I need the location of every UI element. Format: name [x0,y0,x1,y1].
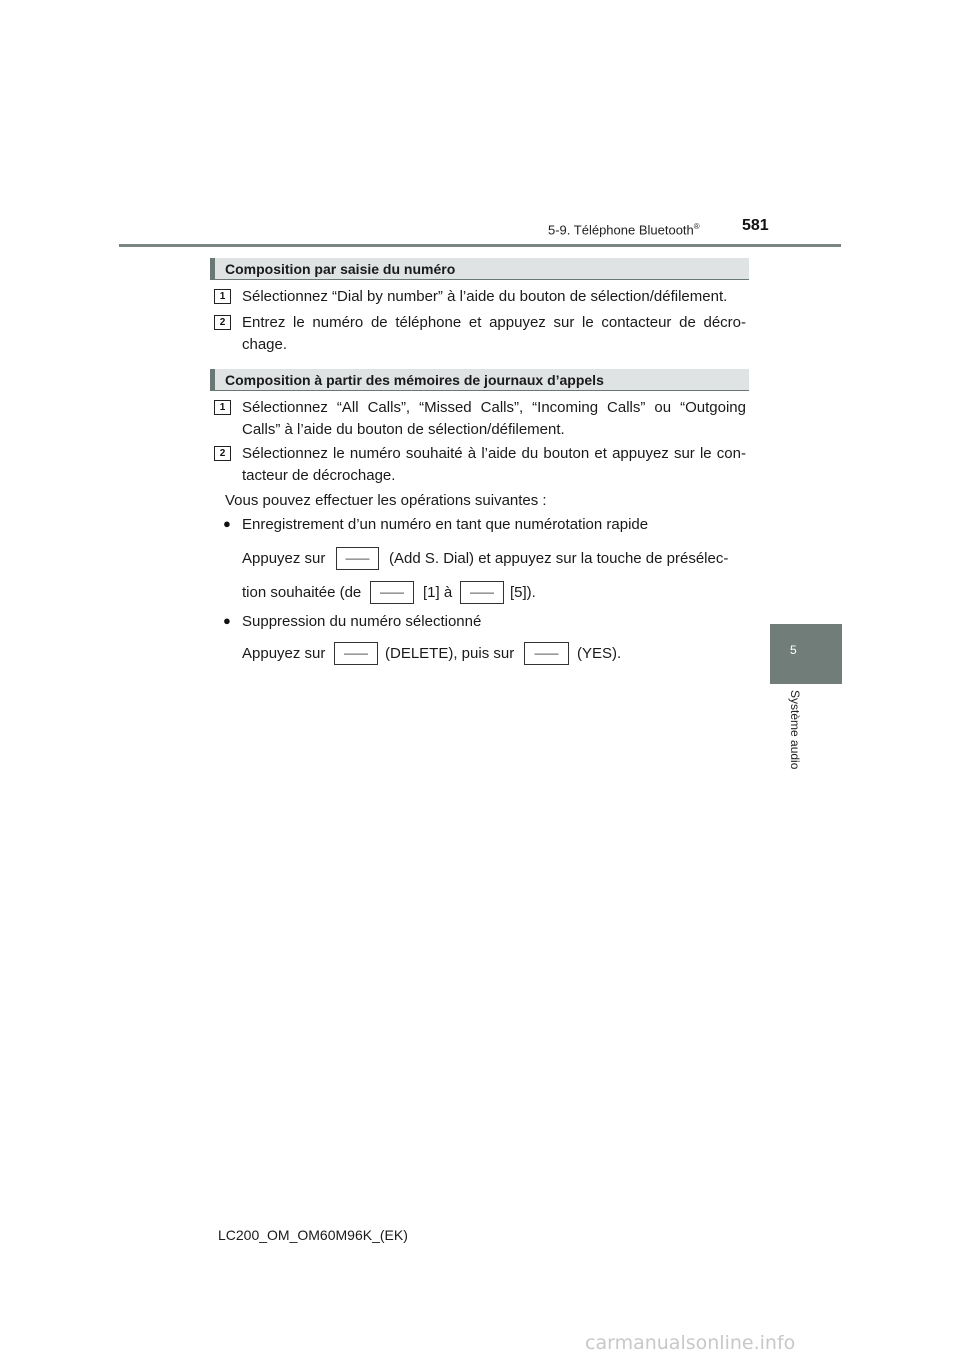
step-badge: 1 [214,400,231,415]
header-divider [119,244,841,247]
bullet-title: Enregistrement d’un numéro en tant que numérotation rapide [242,516,649,533]
header-section-title: 5-9. Téléphone Bluetooth® [548,222,700,238]
footer-model-code: LC200_OM_OM60M96K_(EK) [218,1227,408,1243]
instruction-text: (DELETE), puis sur [385,645,515,662]
page-number: 581 [742,217,769,234]
instruction-text: [5]). [510,584,536,601]
step-badge: 2 [214,446,231,461]
step-text: Entrez le numéro de téléphone et appuyez sur le contacteur de décro- chage. [242,314,746,353]
watermark: carmanualsonline.info [585,1332,796,1354]
instruction-text: (YES). [577,645,622,662]
bullet-icon: ● [223,613,231,628]
bullet-icon: ● [223,516,231,531]
preset-1-button-icon: —— [370,581,414,604]
chapter-tab [770,624,842,684]
step-text: Sélectionnez “All Calls”, “Missed Calls”, “Incoming Calls” ou “Outgoing Calls” à l’aide du bouton de sélection/défilement. [242,399,746,438]
instruction-text: Appuyez sur [242,550,326,567]
step-badge: 1 [214,289,231,304]
delete-button-icon: —— [334,642,378,665]
add-speed-dial-button-icon: —— [336,547,379,570]
bullet-title: Suppression du numéro sélectionné [242,613,482,630]
yes-button-icon: —— [524,642,569,665]
instruction-text: (Add S. Dial) et appuyez sur la touche de présélec- [389,550,729,567]
section-heading-call-history: Composition à partir des mémoires de journaux d’appels [210,369,749,391]
step-text: Sélectionnez le numéro souhaité à l’aide du bouton et appuyez sur le con- tacteur de décrochage. [242,445,746,484]
instruction-text: [1] à [423,584,453,601]
step-badge: 2 [214,315,231,330]
preset-5-button-icon: —— [460,581,504,604]
chapter-label: Système audio [788,690,802,770]
chapter-number: 5 [790,643,797,657]
intro-text: Vous pouvez effectuer les opérations suivantes : [225,492,547,509]
instruction-text: Appuyez sur [242,645,326,662]
instruction-text: tion souhaitée (de [242,584,362,601]
section-heading-dial-by-number: Composition par saisie du numéro [210,258,749,280]
step-text: Sélectionnez “Dial by number” à l’aide du bouton de sélection/défilement. [242,288,728,305]
registered-mark: ® [693,222,700,231]
